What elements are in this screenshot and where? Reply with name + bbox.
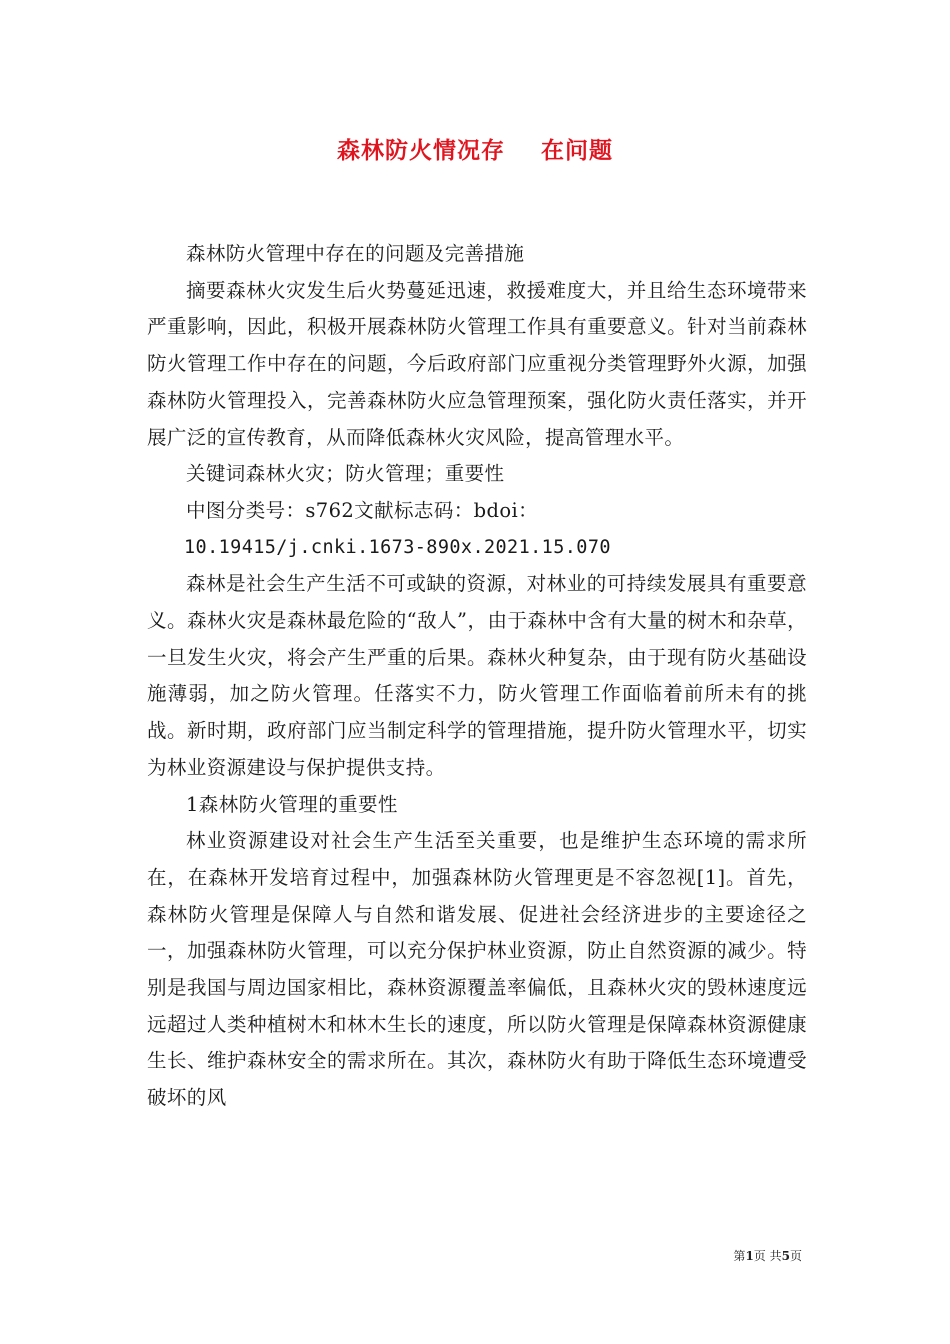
document-title: 森林防火情况存 在问题: [336, 138, 614, 164]
footer-total-pages: 5: [781, 1249, 790, 1263]
classification-line: 中图分类号：s762文献标志码：bdoi：: [186, 498, 539, 522]
doi-line: 10.19415/j.cnki.1673-890x.2021.15.070: [184, 536, 611, 558]
keywords-line: 关键词森林火灾；防火管理；重要性: [186, 462, 505, 486]
footer-page-number: 1: [745, 1249, 754, 1263]
footer-prefix: 第: [733, 1249, 746, 1263]
section-1-paragraph: 林业资源建设对社会生产生活至关重要，也是维护生态环境的需求所在，在森林开发培育过程中，加强森林防火管理更是不容忽视[1]。首先，森林防火管理是保障人与自然和谐发展、促进社会经济进步的主要途径之一，加强森林防火管理，可以充分保护林业资源，防止自然资源的减少。特别是我国与周边国家相比，森林资源覆盖率偏低，且森林火灾的毁林速度远远超过人类种植树木和林木生长的速度，所以防火管理是保障森林资源健康生长、维护森林安全的需求所在。其次，森林防火有助于降低生态环境遭受破坏的风: [147, 829, 807, 1110]
document-body: [147, 236, 807, 1117]
intro-paragraph: 森林是社会生产生活不可或缺的资源，对林业的可持续发展具有重要意义。森林火灾是森林最危险的“敌人”，由于森林中含有大量的树木和杂草，一旦发生火灾，将会产生严重的后果。森林火种复杂，由于现有防火基础设施薄弱，加之防火管理。任落实不力，防火管理工作面临着前所未有的挑战。新时期，政府部门应当制定科学的管理措施，提升防火管理水平，切实为林业资源建设与保护提供支持。: [147, 572, 807, 779]
footer-suffix: 页: [789, 1249, 802, 1263]
section-1-heading: 1森林防火管理的重要性: [186, 792, 398, 816]
abstract-paragraph: 摘要森林火灾发生后火势蔓延迅速，救援难度大，并且给生态环境带来严重影响，因此，积极开展森林防火管理工作具有重要意义。针对当前森林防火管理工作中存在的问题，今后政府部门应重视分类管理野外火源，加强森林防火管理投入，完善森林防火应急管理预案，强化防火责任落实，并开展广泛的宣传教育，从而降低森林火灾风险，提高管理水平。: [147, 278, 807, 449]
footer-middle: 页 共: [753, 1249, 782, 1263]
section-heading: 森林防火管理中存在的问题及完善措施: [186, 242, 525, 265]
page-footer: [733, 1247, 802, 1264]
